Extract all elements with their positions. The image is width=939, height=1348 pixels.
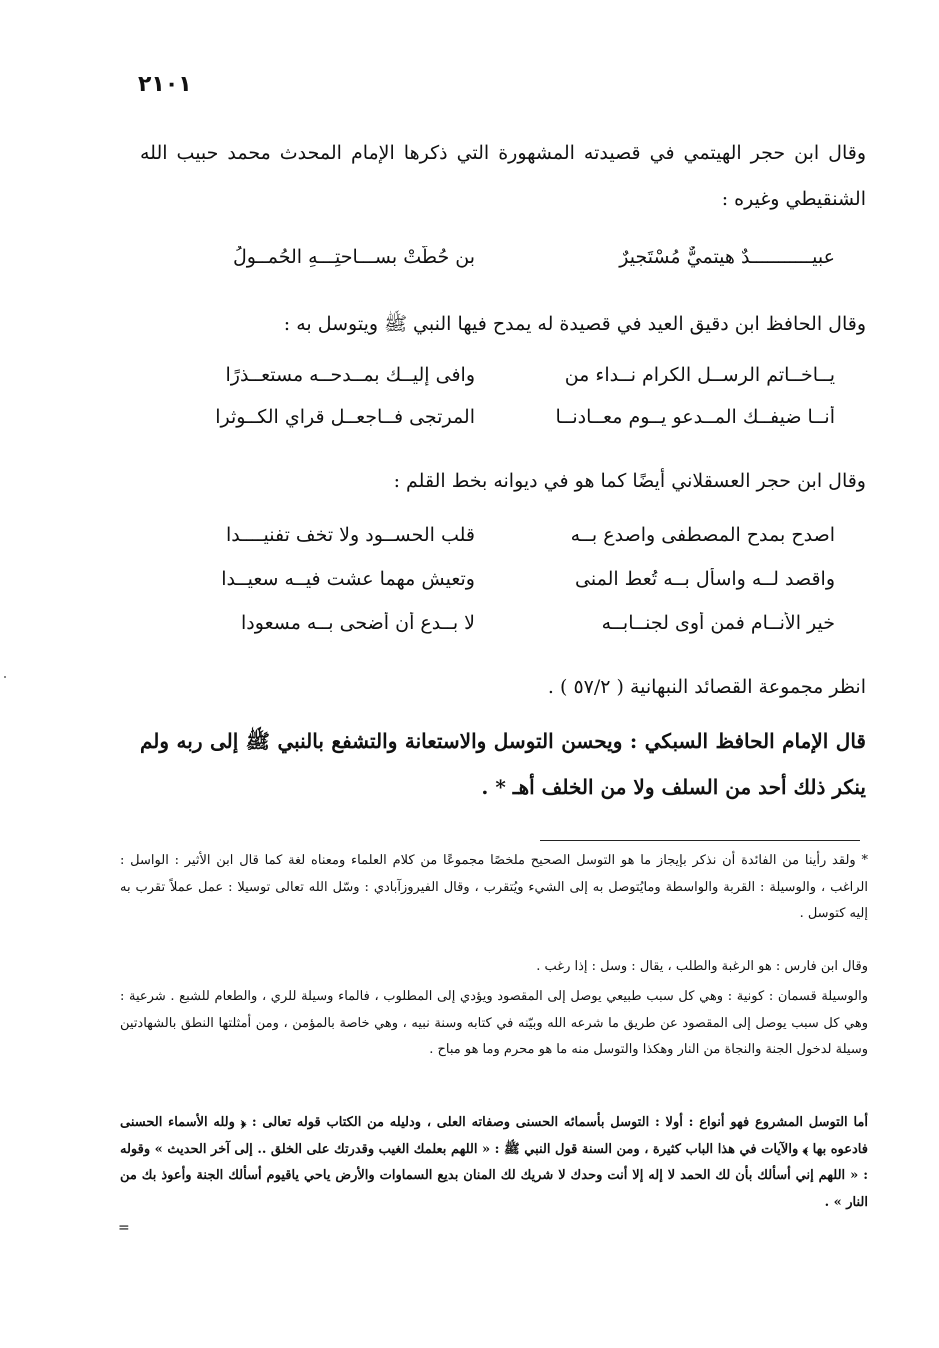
verse-line bbox=[175, 568, 835, 602]
verse-line bbox=[175, 612, 835, 646]
verse-line bbox=[175, 246, 835, 280]
verse-line bbox=[175, 406, 835, 440]
verse-second-hemistich: لا بــدع أن أضحى بــه مسعودا bbox=[241, 612, 475, 634]
scan-speck bbox=[4, 676, 6, 678]
margin-mark: = bbox=[118, 1220, 130, 1236]
verse-second-hemistich: وتعيش مهما عشت فيــه سعيــدا bbox=[221, 568, 475, 590]
verse-second-hemistich: بن حُطَّتْ بســـاحتِـــهِ الحُمــولُ bbox=[232, 246, 475, 268]
verse-first-hemistich: عبيـــــــــــدٌ هيتميٌّ مُسْتَجيرٌ bbox=[619, 246, 835, 268]
verse-line bbox=[175, 364, 835, 398]
verse-first-hemistich: يــاخــاتم الرســل الكرام نــداء من bbox=[564, 364, 835, 386]
footnote-paragraph: * ولقد رأينا من الفائدة أن نذكر بإيجاز ما هو التوسل الصحيح ملخصًا مجموعًا من كلام العلماء ومعناه لغة كما قال ابن الأثير : الواسل : الراغب ، والوسيلة : القربة والواسطة ومايُتوصل به إلى الشيء ويُتقرب ، وقال الفيروزآبادي : وسّل الله تعالى توسيلا : عمل عملاً تقرب به إليه كتوسل . bbox=[120, 853, 868, 921]
verse-first-hemistich: أنــا ضيفــك المــدعو يــوم معــادنــا bbox=[555, 406, 835, 428]
verse-first-hemistich: واقصد لــه واسأل بــه تُعط المنى bbox=[575, 568, 835, 590]
footnote-divider bbox=[540, 840, 860, 841]
intro-paragraph: وقال ابن حجر الهيتمي في قصيدته المشهورة التي ذكرها الإمام المحدث محمد حبيب الله الشنقيطي وغيره : bbox=[140, 142, 866, 210]
paragraph-ibn-daqiq: وقال الحافظ ابن دقيق العيد في قصيدة له يمدح فيها النبي ﷺ ويتوسل به : bbox=[283, 313, 866, 335]
page-number: ٢١٠١ bbox=[138, 72, 192, 97]
verse-first-hemistich: خير الأنــام فمن أوى لجنــابــه bbox=[601, 612, 835, 634]
verse-line bbox=[175, 524, 835, 558]
footnote-paragraph: والوسيلة قسمان : كونية : وهي كل سبب طبيعي يوصل إلى المقصود ويؤدي إلى المطلوب ، فالماء وسيلة للري ، والطعام للشبع . شرعية : وهي كل سبب يوصل إلى المقصود عن طريق ما شرعه الله وبيّنه في كتابه وسنة نبيه ، وهي خاصة بالمؤمن ، ومن أمثلتها النطق بالشهادتين وسيلة لدخول الجنة والنجاة من النار وهكذا والتوسل منه ما هو محرم وما هو مباح . bbox=[120, 989, 868, 1057]
reference-note: انظر مجموعة القصائد النبهانية ( ٥٧/٢ ) . bbox=[547, 676, 866, 698]
verse-first-hemistich: اصدح بمدح المصطفى واصدع بــه bbox=[570, 524, 835, 546]
footnote-paragraph: أما التوسل المشروع فهو أنواع : أولا : التوسل بأسمائه الحسنى وصفاته العلى ، ودليله من الكتاب قوله تعالى : ﴿ ولله الأسماء الحسنى فادعوه بها ﴾ والآيات في هذا الباب كثيرة ، ومن السنة قول النبي ﷺ : « اللهم بعلمك الغيب وقدرتك على الخلق .. إلى آخر الحديث » وقوله : « اللهم إني أسألك بأن لك الحمد لا إله إلا أنت وحدك لا شريك لك المنان بديع السماوات والأرض ياحي ياقيوم أسألك الجنة وأعوذ بك من النار » . bbox=[120, 1115, 868, 1210]
footnote-paragraph: وقال ابن فارس : هو الرغبة والطلب ، يقال : وسل : إذا رغب . bbox=[536, 959, 868, 974]
verse-second-hemistich: المرتجى فــاجعــل قراي الكــوثرا bbox=[215, 406, 475, 428]
verse-second-hemistich: وافى إليــك بمــدحــه مستعــذرًا bbox=[225, 364, 475, 386]
subki-quote: قال الإمام الحافظ السبكي : ويحسن التوسل والاستعانة والتشفع بالنبي ﷺ إلى ربه ولم ينكر ذلك أحد من السلف ولا من الخلف أهـ * . bbox=[140, 729, 866, 799]
verse-second-hemistich: قلب الحســود ولا تخف تفنيــــدا bbox=[226, 524, 475, 546]
paragraph-asqalani: وقال ابن حجر العسقلاني أيضًا كما هو في ديوانه بخط القلم : bbox=[393, 470, 866, 492]
